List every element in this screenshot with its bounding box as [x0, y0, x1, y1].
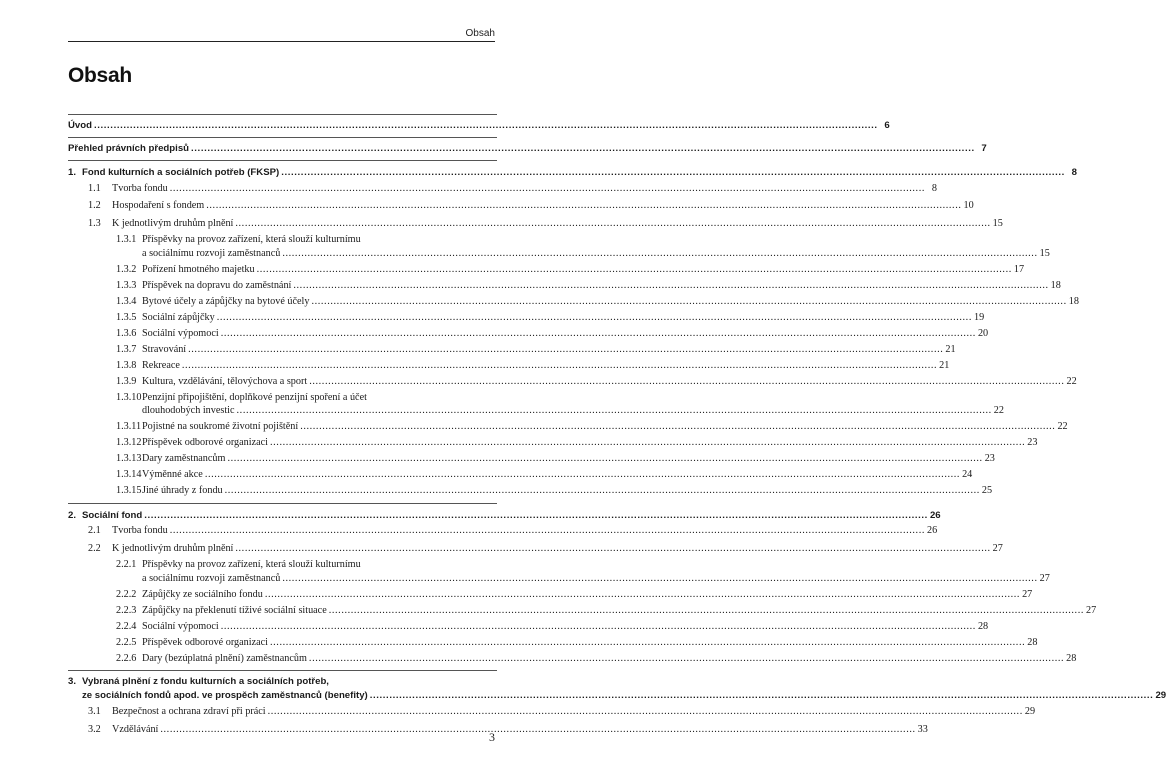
- toc-entry-page: 6: [884, 120, 890, 131]
- toc-entry-title: Přehled právních předpisů: [68, 142, 190, 154]
- toc-entry-title: Sociální výpomoci: [142, 327, 219, 339]
- toc-entry-number: 3.2: [88, 723, 101, 735]
- toc-entry-title-line1: Příspěvky na provoz zařízení, která slouží kulturnímu: [142, 559, 361, 570]
- toc-entry-title: dlouhodobých investic: [142, 405, 235, 416]
- toc-entry-number: 2.2.2: [116, 588, 137, 600]
- toc-entry-number: 1.3.14: [116, 469, 142, 480]
- toc-entry-number: 1.3.9: [116, 375, 137, 387]
- toc-entry-title: Pořízení hmotného majetku: [142, 263, 255, 275]
- dot-leader: [206, 199, 961, 213]
- toc-entry-page: 27: [992, 542, 1003, 554]
- toc-entry-1-3-8[interactable]: [68, 359, 950, 373]
- toc-entry-title: Sociální fond: [82, 509, 143, 521]
- toc-entry-title: Příspěvek na dopravu do zaměstnání: [142, 279, 292, 291]
- toc-entry-2-2-4[interactable]: [68, 620, 989, 634]
- toc-entry-1-3[interactable]: [68, 217, 1003, 231]
- toc-entry-number: 2.2.1: [116, 559, 137, 570]
- toc-entry-number: 2.2.3: [116, 604, 137, 616]
- toc-entry-title: Vzdělávání: [112, 723, 159, 735]
- toc-entry-title-line1: Vybraná plnění z fondu kulturních a sociálních potřeb,: [82, 676, 329, 687]
- toc-entry-title: Dary (bezúplatná plnění) zaměstnancům: [142, 652, 307, 664]
- toc-entry-title: Kultura, vzdělávání, tělovýchova a sport: [142, 375, 308, 387]
- dot-leader: [237, 404, 992, 418]
- toc-entry-1-3-10[interactable]: [68, 391, 1004, 418]
- toc-entry-number: 2.2: [88, 542, 101, 554]
- section-divider: [68, 503, 497, 504]
- toc-entry-number: 2.2.5: [116, 636, 137, 648]
- toc-entry-number: 1.3.11: [116, 421, 142, 432]
- toc-entry-title: K jednotlivým druhům plnění: [112, 542, 234, 554]
- dot-leader: [265, 588, 1020, 602]
- toc-entry-page: 23: [984, 453, 995, 464]
- section-divider: [68, 114, 497, 115]
- toc-entry-number: 1.3.2: [116, 263, 137, 275]
- toc-entry-page: 21: [939, 359, 950, 371]
- dot-leader: [160, 723, 915, 737]
- toc-entry-page: 15: [992, 217, 1003, 229]
- toc-entry-number: 1.3.6: [116, 327, 137, 339]
- toc-entry-number: 1.3.12: [116, 437, 142, 448]
- dot-leader: [170, 182, 925, 196]
- toc-entry-2-1[interactable]: [68, 524, 938, 538]
- toc-entry-title: Fond kulturních a sociálních potřeb (FKSP): [82, 167, 280, 178]
- toc-chapter-2[interactable]: [68, 509, 941, 523]
- toc-entry-number: 1.3.1: [116, 234, 137, 245]
- toc-entry-page: 26: [929, 509, 941, 521]
- toc-entry-title: Hospodaření s fondem: [112, 200, 205, 211]
- toc-entry-page: 8: [931, 182, 937, 194]
- dot-leader: [309, 652, 1064, 666]
- toc-entry-page: 22: [1066, 375, 1077, 387]
- toc-entry-number: 1.3.5: [116, 311, 137, 323]
- dot-leader: [309, 375, 1064, 389]
- toc-entry-page: 22: [1057, 421, 1068, 432]
- dot-leader: [221, 327, 976, 341]
- toc-entry-page: 18: [1068, 295, 1079, 307]
- toc-entry-number: 2.2.6: [116, 652, 137, 664]
- toc-entry-page: 29: [1155, 689, 1166, 701]
- toc-entry-2-2[interactable]: [68, 542, 1003, 556]
- toc-entry-number: 2.2.4: [116, 620, 137, 632]
- dot-leader: [370, 689, 1154, 703]
- dot-leader: [188, 343, 943, 357]
- toc-entry-1-3-6[interactable]: [68, 327, 989, 341]
- toc-entry-page: 21: [945, 343, 956, 355]
- page-title: Obsah: [68, 64, 132, 87]
- toc-entry-number: 1.3: [88, 217, 101, 229]
- toc-entry-title: Tvorba fondu: [112, 525, 168, 536]
- toc-entry-title: Dary zaměstnancům: [142, 453, 226, 464]
- toc-entry-title: Bytové účely a zápůjčky na bytové účely: [142, 295, 310, 307]
- dot-leader: [257, 263, 1012, 277]
- dot-leader: [225, 484, 980, 498]
- toc-entry-page: 22: [993, 405, 1004, 416]
- toc-entry-page: 29: [1024, 706, 1036, 717]
- dot-leader: [144, 509, 928, 523]
- toc-entry-page: 7: [981, 142, 987, 154]
- toc-entry-page: 28: [1066, 652, 1077, 664]
- dot-leader: [329, 604, 1084, 618]
- dot-leader: [170, 524, 925, 538]
- dot-leader: [293, 279, 1048, 293]
- toc-entry-page: 24: [962, 469, 973, 480]
- running-header: Obsah: [465, 28, 495, 39]
- toc-entry-2-2-6[interactable]: [68, 652, 1077, 666]
- toc-entry-number: 1.3.4: [116, 295, 137, 307]
- dot-leader: [94, 119, 878, 133]
- toc-entry-3-2[interactable]: [68, 723, 928, 737]
- toc-entry-1-3-4[interactable]: [68, 295, 1079, 309]
- toc-entry-page: 28: [977, 620, 989, 632]
- toc-entry-1-3-11[interactable]: [68, 420, 1068, 434]
- toc-entry-1-2[interactable]: [68, 199, 974, 213]
- toc-entry-page: 27: [1085, 604, 1097, 616]
- toc-entry-title: Výměnné akce: [142, 469, 203, 480]
- dot-leader: [311, 295, 1066, 309]
- header-rule: [68, 41, 495, 42]
- dot-leader: [268, 705, 1023, 719]
- toc-entry-title: Zápůjčky ze sociálního fondu: [142, 588, 263, 600]
- dot-leader: [235, 542, 990, 556]
- toc-chapter-3[interactable]: [68, 675, 1166, 702]
- dot-leader: [282, 572, 1037, 586]
- toc-entry-page: 33: [917, 723, 928, 735]
- dot-leader: [217, 311, 972, 325]
- toc-entry-1-3-1[interactable]: [68, 233, 1050, 260]
- toc-entry-1-3-14[interactable]: [68, 468, 973, 482]
- toc-entry-title: Tvorba fondu: [112, 182, 168, 194]
- toc-entry-number: 1.: [68, 167, 77, 178]
- toc-entry-2-2-3[interactable]: [68, 604, 1097, 618]
- toc-entry-1-3-13[interactable]: [68, 452, 995, 466]
- toc-entry-title: a sociálnímu rozvoji zaměstnanců: [142, 247, 281, 259]
- toc-entry-number: 3.1: [88, 706, 101, 717]
- dot-leader: [235, 217, 990, 231]
- toc-entry-title: Sociální zápůjčky: [142, 311, 215, 323]
- toc-entry-title: Úvod: [68, 120, 92, 131]
- toc-entry-page: 8: [1071, 167, 1077, 178]
- toc-entry-page: 28: [1027, 636, 1038, 648]
- dot-leader: [281, 166, 1065, 180]
- section-divider: [68, 670, 497, 671]
- toc-entry-title: ze sociálních fondů apod. ve prospěch zaměstnanců (benefity): [82, 689, 368, 701]
- toc-entry-1-1[interactable]: [68, 182, 937, 196]
- toc-entry-title: Rekreace: [142, 359, 180, 371]
- toc-entry-page: 10: [963, 200, 974, 211]
- page-number: 3: [489, 730, 495, 744]
- toc-entry-number: 1.3.7: [116, 343, 137, 355]
- toc-chapter-1[interactable]: [68, 166, 1077, 180]
- toc-entry-title: Bezpečnost a ochrana zdraví při práci: [112, 706, 266, 717]
- table-of-contents: [68, 114, 1166, 736]
- toc-entry-1-3-12[interactable]: [68, 436, 1038, 450]
- toc-entry-title: K jednotlivým druhům plnění: [112, 217, 234, 229]
- toc-entry-title: a sociálnímu rozvoji zaměstnanců: [142, 572, 281, 584]
- dot-leader: [191, 142, 975, 156]
- toc-entry-title: Jiné úhrady z fondu: [142, 485, 223, 496]
- toc-entry-1-3-2[interactable]: [68, 263, 1025, 277]
- toc-entry-2-2-5[interactable]: [68, 636, 1038, 650]
- dot-leader: [282, 247, 1037, 261]
- toc-entry-title: Příspěvek odborové organizaci: [142, 437, 268, 448]
- dot-leader: [205, 468, 960, 482]
- toc-entry-page: 18: [1050, 279, 1061, 291]
- toc-entry-uvod[interactable]: [68, 119, 890, 133]
- toc-entry-1-3-7[interactable]: [68, 343, 956, 357]
- toc-entry-3-1[interactable]: [68, 705, 1036, 719]
- toc-entry-number: 1.3.3: [116, 279, 137, 291]
- toc-entry-number: 1.3.15: [116, 485, 142, 496]
- toc-entry-1-3-5[interactable]: [68, 311, 985, 325]
- toc-entry-page: 19: [973, 311, 985, 323]
- dot-leader: [270, 636, 1025, 650]
- toc-entry-number: 1.2: [88, 200, 101, 211]
- toc-entry-page: 15: [1039, 247, 1050, 259]
- dot-leader: [221, 620, 976, 634]
- toc-entry-number: 2.: [68, 509, 77, 521]
- toc-entry-1-3-15[interactable]: [68, 484, 993, 498]
- toc-entry-page: 23: [1027, 437, 1038, 448]
- toc-entry-title: Zápůjčky na překlenutí tíživé sociální situace: [142, 604, 327, 616]
- toc-entry-number: 3.: [68, 676, 77, 687]
- dot-leader: [270, 436, 1025, 450]
- toc-entry-number: 1.3.8: [116, 359, 137, 371]
- toc-entry-number: 1.3.13: [116, 453, 142, 464]
- toc-entry-page: 20: [977, 327, 989, 339]
- toc-entry-title: Příspěvek odborové organizaci: [142, 636, 268, 648]
- dot-leader: [300, 420, 1055, 434]
- dot-leader: [182, 359, 937, 373]
- toc-entry-title: Sociální výpomoci: [142, 620, 219, 632]
- toc-entry-prehled[interactable]: [68, 142, 987, 156]
- section-divider: [68, 160, 497, 161]
- toc-entry-title: Stravování: [142, 343, 187, 355]
- toc-entry-1-3-3[interactable]: [68, 279, 1061, 293]
- toc-entry-page: 26: [926, 525, 938, 536]
- toc-entry-page: 17: [1013, 263, 1025, 275]
- toc-entry-number: 1.1: [88, 182, 101, 194]
- toc-entry-title-line1: Penzijní připojištění, doplňkové penzijní spoření a účet: [142, 391, 367, 403]
- toc-entry-number: 2.1: [88, 525, 101, 536]
- toc-entry-number: 1.3.10: [116, 391, 142, 403]
- toc-entry-2-2-1[interactable]: [68, 558, 1050, 585]
- toc-entry-page: 27: [1022, 588, 1033, 600]
- toc-entry-title: Pojistné na soukromé životní pojištění: [142, 421, 299, 432]
- toc-entry-1-3-9[interactable]: [68, 375, 1077, 389]
- toc-entry-title-line1: Příspěvky na provoz zařízení, která slouží kulturnímu: [142, 234, 361, 245]
- section-divider: [68, 137, 497, 138]
- dot-leader: [227, 452, 982, 466]
- toc-entry-page: 27: [1039, 572, 1050, 584]
- toc-entry-page: 25: [981, 485, 993, 496]
- toc-entry-2-2-2[interactable]: [68, 588, 1033, 602]
